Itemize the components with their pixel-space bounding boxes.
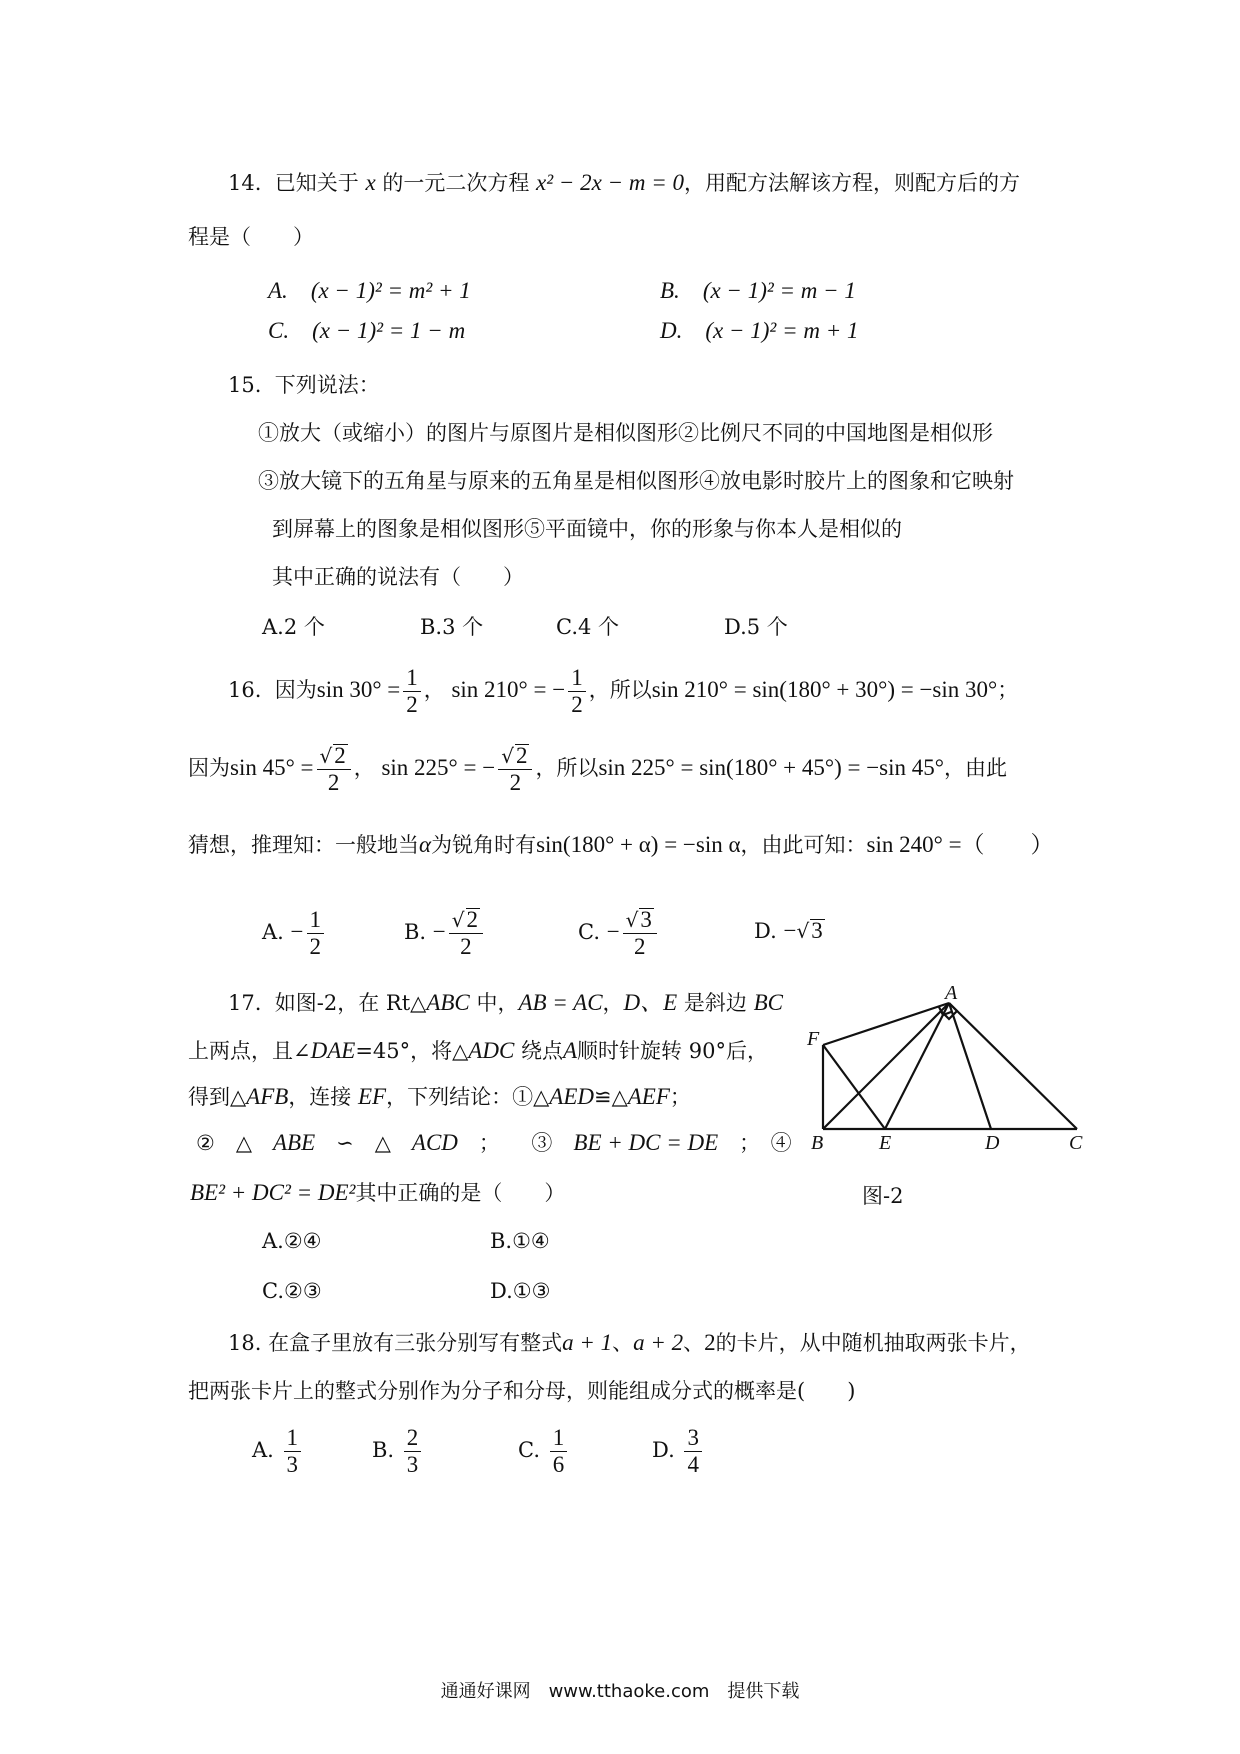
option-label: B. [660,278,680,303]
q17-text: ，连接 [288,1085,352,1109]
q16-option-a[interactable] [262,902,327,962]
geometry-figure [805,985,1095,1155]
q15-line: ①放大（或缩小）的图片与原图片是相似图形②比例尺不同的中国地图是相似形 [258,421,993,445]
q16-text: ； [997,678,1019,702]
option-label: A. [262,920,284,944]
q18-text: 、 [683,1331,705,1355]
q14-text: ，用配方法解该方程，则配方后的方 [684,171,1021,195]
q14-equation: x² − 2x − m = 0 [536,170,685,195]
option-label: D. [660,318,683,343]
question-number: 17. [228,991,262,1015]
q16-math: sin(180° + α) = −sin α [536,832,741,857]
q17-math: EF [358,1084,387,1109]
q16-text: 为锐角时有 [431,833,537,857]
numerator: √2 [317,743,351,770]
numerator: 2 [404,1425,422,1452]
denominator: 2 [634,934,646,959]
fraction [498,743,532,796]
label-d: D [985,1132,1000,1154]
q18-text: 、 [612,1331,634,1355]
denominator: 2 [309,934,322,959]
option-label: A. [252,1438,274,1462]
q17-math: BE + DC = DE [573,1130,719,1155]
fraction [568,665,586,718]
q15-option-d[interactable]: D.5 个 [724,615,788,639]
option-expr: (x − 1)² = m + 1 [705,318,859,343]
option-text: ②④ [283,1229,322,1253]
denominator: 2 [406,692,418,717]
q16-line3 [188,830,1054,860]
option-label: A. [262,1229,284,1253]
radicand: 2 [515,743,528,768]
denominator: 2 [460,934,472,959]
q16-math: sin 225° = sin(180° + 45°) = −sin 45° [598,755,944,780]
q17-math: DAE [310,1038,356,1063]
q16-line2 [188,736,1007,800]
q15-line: ③放大镜下的五角星与原来的五角星是相似图形④放电影时胶片上的图象和它映射 [258,469,1014,493]
q16-math: sin 210° = sin(180° + 30°) = −sin 30° [651,677,998,702]
denominator: 2 [571,692,583,717]
q17-text: 如图-2，在 Rt△ [274,991,427,1015]
q14-option-d[interactable] [660,316,858,346]
numerator: 1 [307,907,325,934]
q15-line: 到屏幕上的图象是相似图形⑤平面镜中，你的形象与你本人是相似的 [272,517,902,541]
option-text: ②③ [284,1279,322,1303]
q17-text: 其中正确的是（ ） [355,1181,566,1205]
denominator: 6 [552,1452,565,1477]
q14-text: 的一元二次方程 [382,171,530,195]
q17-text: 中， [476,991,519,1015]
q14-text: 已知关于 [274,171,359,195]
q16-math: sin 225° = − [381,755,496,780]
q17-text: ≌△ [593,1085,628,1109]
q16-option-b[interactable] [404,902,486,962]
option-label: D. [490,1279,513,1303]
q17-math: BE² + DC² = DE² [190,1180,356,1205]
q18-option-b[interactable] [372,1420,424,1480]
q16-option-c[interactable] [578,902,660,962]
denominator: 4 [687,1452,699,1477]
q18-text: 的卡片，从中随机抽取两张卡片， [715,1331,1031,1355]
label-f: F [807,1028,820,1050]
fraction [284,1425,302,1478]
minus-sign: − [432,919,446,944]
q15-title-text: 下列说法： [274,373,380,397]
numerator: 1 [403,665,421,692]
q17-math: AED [549,1084,594,1109]
q17-option-a[interactable] [262,1226,322,1256]
q17-line1 [228,988,783,1018]
segment-ad [949,1003,991,1129]
q18-line1 [228,1328,1031,1358]
q17-option-c[interactable] [262,1276,322,1306]
q17-text: 顺时针旋转 90°后， [577,1039,768,1063]
q17-line4 [196,1128,792,1158]
q17-math: AEF [627,1084,670,1109]
q16-text: ，由此可知： [740,833,867,857]
option-label: D. [652,1438,675,1462]
option-label: B. [404,920,427,944]
segment-ac [949,1003,1077,1129]
q14-line2: 程是（ ） [188,225,314,249]
option-expr: (x − 1)² = m² + 1 [310,278,471,303]
question-number: 15. [228,373,262,397]
q18-math: a + 2 [633,1330,684,1355]
q16-text: ，所以 [535,756,599,780]
q17-line3 [188,1082,691,1112]
figure-lines [823,1003,1077,1129]
numerator: 1 [568,665,586,692]
minus-sign: − [606,919,620,944]
q18-option-a[interactable] [252,1420,304,1480]
fraction [623,907,657,960]
numerator: √2 [449,907,483,934]
q18-math: a + 1 [562,1330,613,1355]
question-number: 14. [228,171,262,195]
numerator: √3 [623,907,657,934]
q15-option-a[interactable]: A.2 个 [262,615,325,639]
fraction [449,907,483,960]
radicand: 3 [640,907,652,932]
option-label: C. [262,1279,284,1303]
numerator: 3 [684,1425,702,1452]
q17-math: AB = AC [518,990,603,1015]
q16-line1 [228,660,1018,720]
q14-line1 [228,168,1020,198]
question-number: 18. [228,1331,262,1355]
q16-math: sin 30° = [316,677,401,702]
segment-fe [823,1045,885,1129]
option-label: C. [578,920,600,944]
minus-sign: − [290,919,304,944]
q16-math: α [419,832,432,857]
q17-math: D、E [623,990,678,1015]
fraction [684,1425,702,1478]
fraction [317,743,351,796]
fraction [403,665,421,718]
q16-math: sin 210° = − [451,677,566,702]
segment-ab [823,1003,949,1129]
q17-option-d[interactable] [490,1276,550,1306]
q16-text: ， [423,678,445,702]
q17-math: AFB [246,1084,289,1109]
q17-text: ，下列结论：①△ [386,1085,550,1109]
fraction [550,1425,568,1478]
label-e: E [879,1132,892,1154]
option-text: ①④ [512,1229,550,1253]
option-expr: (x − 1)² = 1 − m [312,318,466,343]
sqrt-expression: √3 [796,918,823,943]
q17-line5 [190,1178,565,1208]
q17-text: ； ④ [718,1131,792,1155]
q18-math: 2 [704,1330,716,1355]
q15-option-b[interactable]: B.3 个 [420,615,484,639]
q17-text: 上两点，且∠ [188,1039,311,1063]
q16-text: 因为 [188,756,230,780]
option-label: B. [372,1438,395,1462]
label-c: C [1069,1132,1083,1154]
question-number: 16. [228,678,262,702]
q17-text: ； ③ [457,1131,574,1155]
q14-option-b[interactable] [660,276,856,306]
q16-text: 猜想，推理知：一般地当 [188,833,419,857]
q17-text: 是斜边 [683,991,747,1015]
q16-text: ， [353,756,375,780]
option-label: A. [268,278,288,303]
q16-text: ，所以 [588,678,652,702]
q15-line: 其中正确的说法有（ ） [272,565,524,589]
denominator: 3 [286,1452,299,1477]
option-label: C. [268,318,290,343]
q17-text: ， [602,991,624,1015]
q18-option-d[interactable] [652,1420,705,1480]
q15-title [228,370,380,400]
option-expr: (x − 1)² = m − 1 [702,278,856,303]
q17-math: ABC [426,990,470,1015]
q18-line2: 把两张卡片上的整式分别作为分子和分母，则能组成分式的概率是( ) [188,1379,856,1403]
q17-option-b[interactable] [490,1226,550,1256]
q17-text: 得到△ [188,1085,247,1109]
q14-option-c[interactable] [268,316,465,346]
option-label: B. [490,1229,513,1253]
q17-math: ABE [272,1130,316,1155]
numerator: √2 [498,743,532,770]
numerator: 1 [284,1425,302,1452]
q17-text: ∽ △ [315,1131,412,1155]
minus-sign: − [783,918,797,943]
q14-option-a[interactable] [268,276,471,306]
q17-text: ； [669,1085,691,1109]
label-a: A [945,985,958,1004]
figure-caption: 图-2 [862,1184,904,1208]
q16-math: sin 45° = [230,755,314,780]
q17-math: ADC [468,1038,515,1063]
denominator: 3 [406,1452,419,1477]
denominator: 2 [327,770,340,795]
radicand: 2 [466,907,479,932]
q16-text: ，由此 [943,756,1007,780]
page-footer[interactable]: 通通好课网 www.tthaoke.com 提供下载 [440,1681,800,1702]
q14-var: x [365,170,376,195]
q17-line2 [188,1036,768,1066]
q17-math: BC [753,990,783,1015]
q16-math: sin 240° =（ ） [866,832,1054,857]
q16-option-d[interactable] [754,916,825,946]
fraction [404,1425,422,1478]
q17-math: ACD [411,1130,458,1155]
q15-option-c[interactable]: C.4 个 [556,615,620,639]
q17-text: 绕点 [520,1039,563,1063]
fraction [307,907,325,960]
q17-math: A [562,1038,578,1063]
radicand: 3 [811,918,823,943]
q16-text: 因为 [274,678,317,702]
denominator: 2 [509,770,522,795]
radicand: 2 [334,743,346,768]
q18-text: 在盒子里放有三张分别写有整式 [268,1331,563,1355]
numerator: 1 [550,1425,568,1452]
q17-text: ② △ [196,1131,273,1155]
option-label: D. [754,919,777,943]
q17-text: =45°，将△ [355,1039,469,1063]
q18-option-c[interactable] [518,1420,570,1480]
label-b: B [811,1132,824,1154]
option-text: ①③ [512,1279,551,1303]
option-label: C. [518,1438,540,1462]
